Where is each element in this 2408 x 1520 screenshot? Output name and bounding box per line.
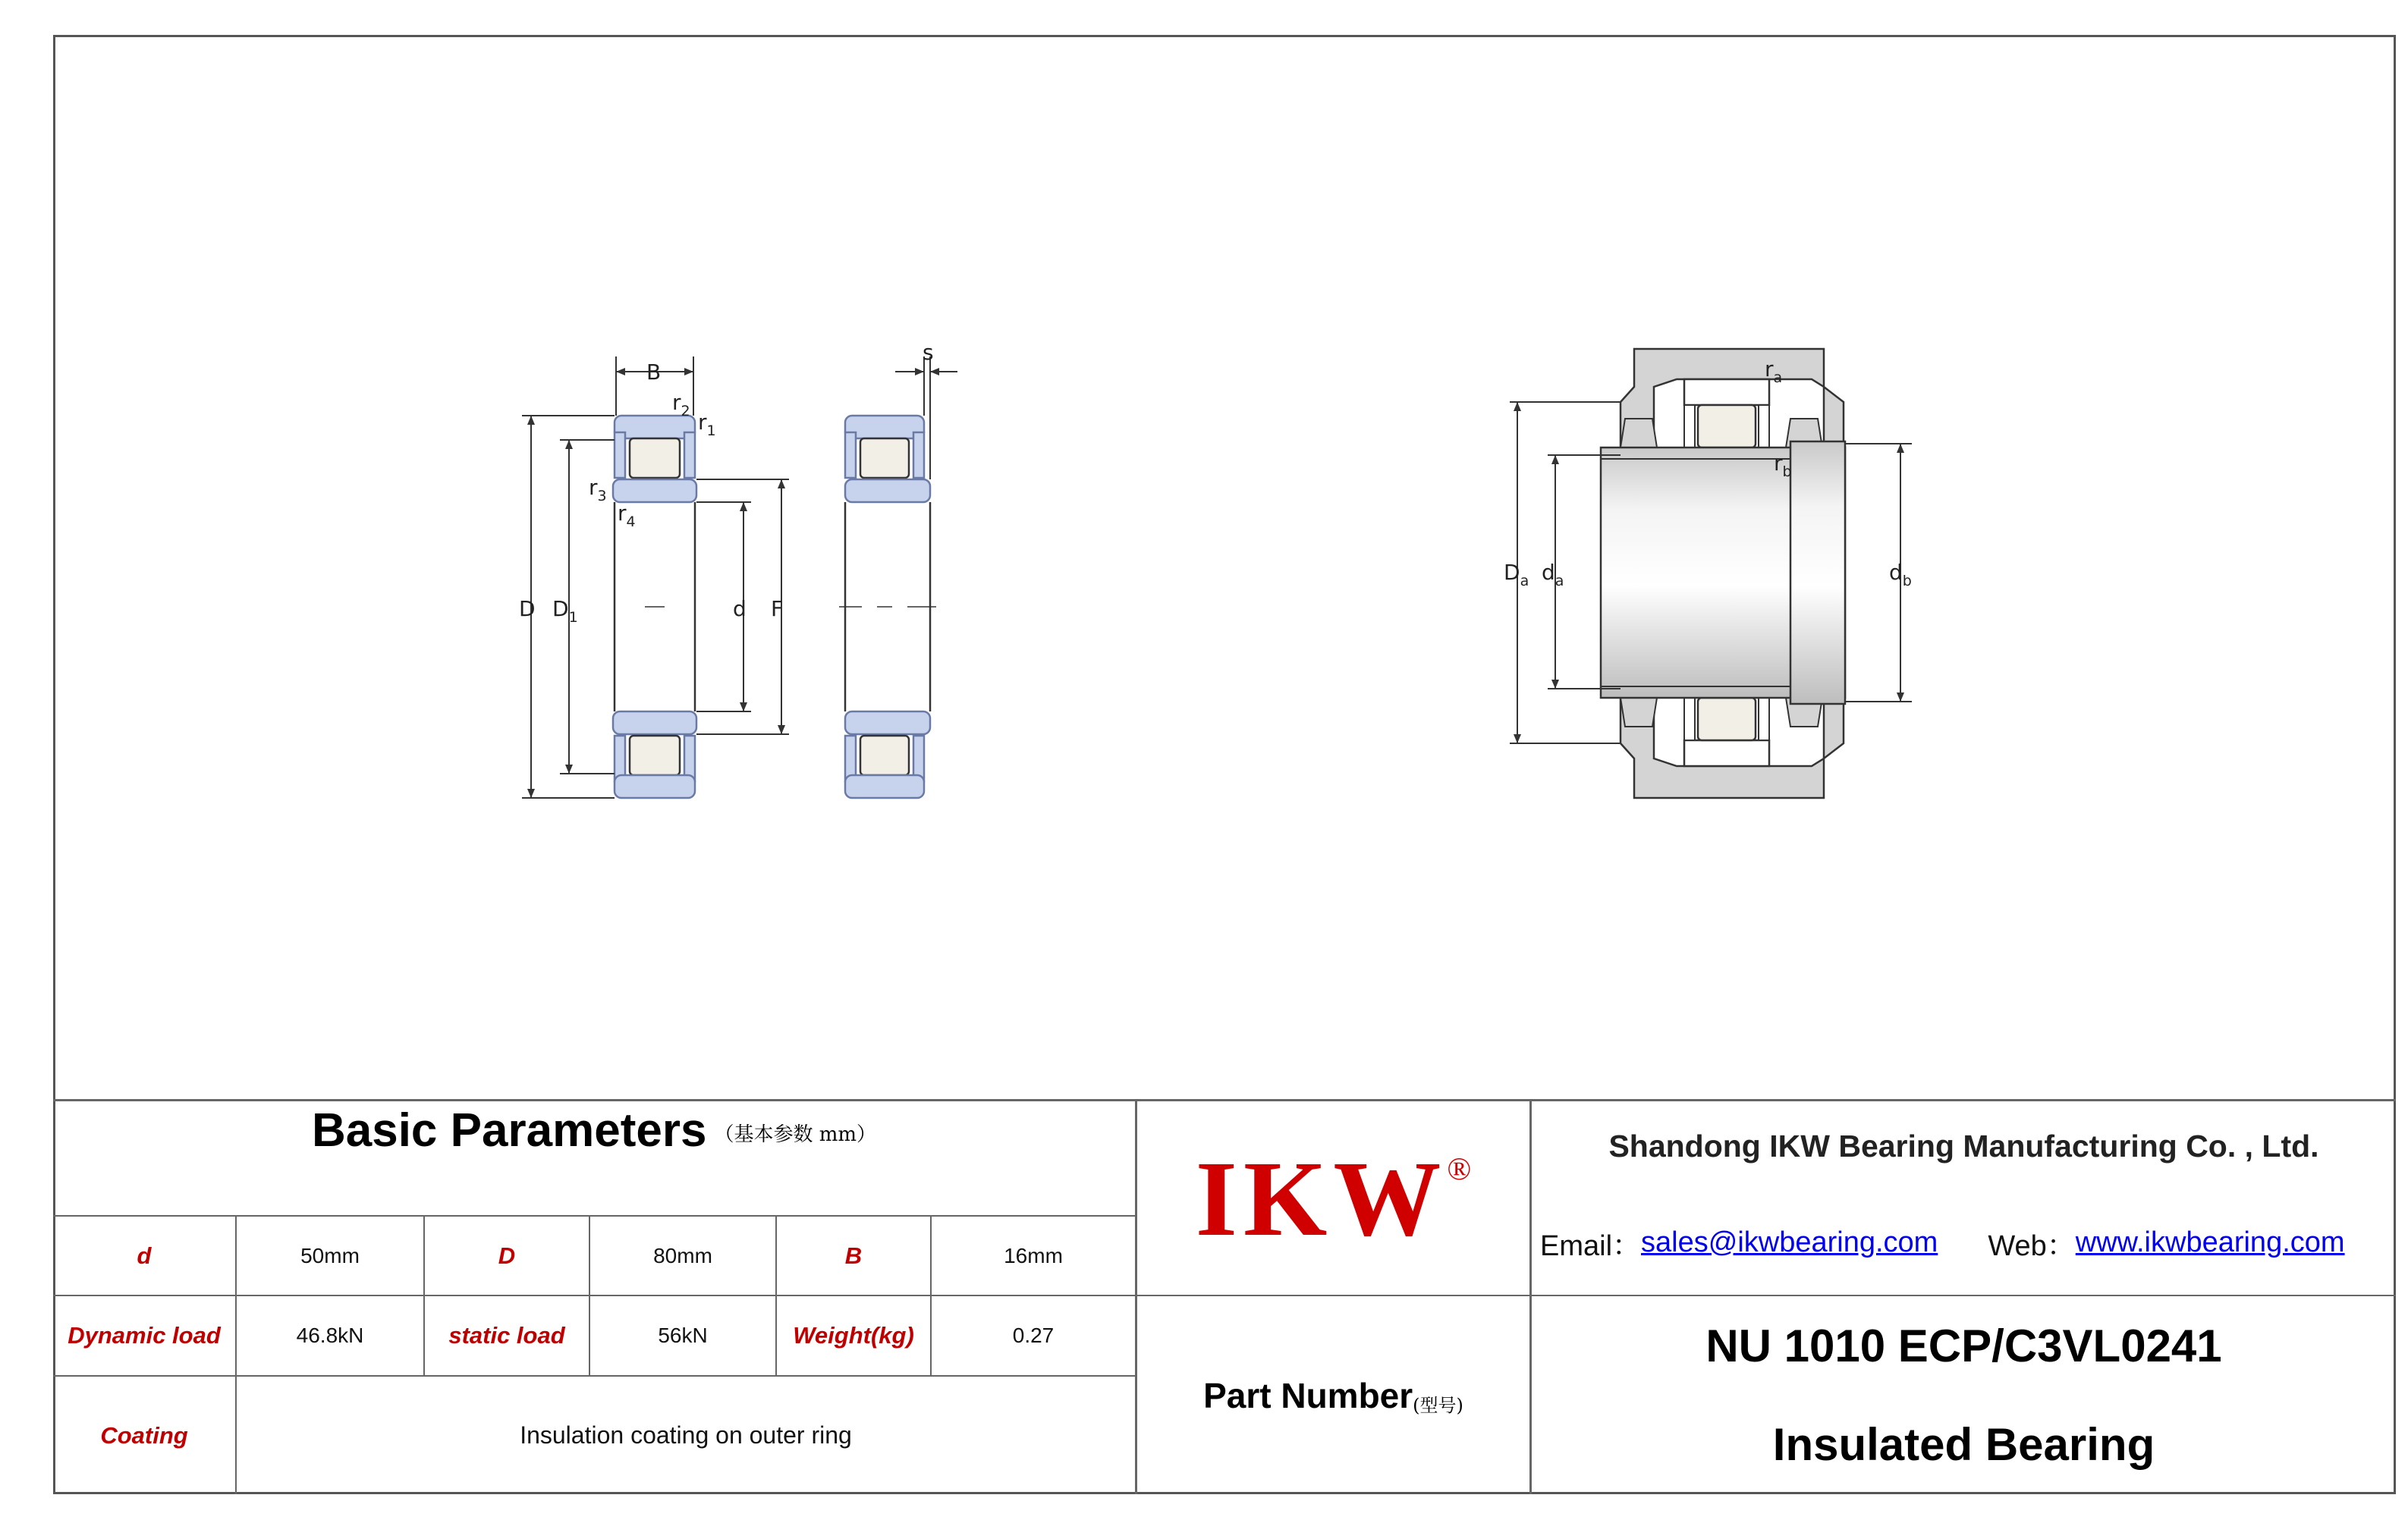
title-block	[53, 1099, 2396, 1494]
company-name: Shandong IKW Bearing Manufacturing Co. , Ltd.	[1608, 1128, 2319, 1164]
label-Da-sub: a	[1520, 573, 1529, 589]
label-F: F	[771, 596, 784, 621]
label-r1-sub: 1	[706, 422, 716, 439]
basic-parameters-title: Basic Parameters	[311, 1104, 707, 1157]
outer-ring-bottom	[615, 775, 695, 798]
label-r3: r	[589, 475, 598, 500]
bearing-section-view	[613, 416, 696, 798]
svg-text:r4	[618, 501, 636, 530]
email-label: Email：	[1540, 1230, 1642, 1262]
bearing-type-cell	[1532, 1395, 2396, 1494]
param-value-static-load: 56kN	[658, 1324, 708, 1347]
part-number-label-sub: (型号)	[1413, 1395, 1463, 1416]
param-value-D: 80mm	[653, 1243, 712, 1267]
outer-ring-top-flange-right	[684, 432, 695, 478]
param-label-D: D	[498, 1242, 516, 1269]
param-value-d: 50mm	[300, 1243, 360, 1267]
label-B: B	[646, 360, 662, 385]
web-label: Web：	[1988, 1230, 2076, 1262]
label-d: d	[733, 596, 747, 621]
basic-parameters-subtitle: （基本参数 mm）	[714, 1123, 877, 1146]
ikw-logo	[1137, 1101, 1529, 1295]
svg-text:r3	[589, 475, 607, 504]
label-D1-sub: 1	[568, 609, 578, 626]
label-rb-sub: b	[1782, 463, 1792, 480]
label-db-sub: b	[1902, 573, 1912, 589]
svg-text:r1	[698, 410, 716, 439]
contact-row	[1540, 1191, 2390, 1295]
param-value-B: 16mm	[1004, 1243, 1063, 1267]
roller-bottom	[630, 736, 680, 775]
mounting-diagram	[1601, 349, 1845, 798]
inner-ring-top	[613, 479, 696, 502]
label-ra: r	[1765, 356, 1774, 382]
param-label-weight: Weight(kg)	[793, 1322, 914, 1349]
param-label-d: d	[137, 1242, 152, 1269]
label-rb: r	[1774, 451, 1783, 476]
label-r4-sub: 4	[626, 513, 636, 530]
label-D: D	[519, 596, 536, 621]
param-value-dynamic-load: 46.8kN	[296, 1324, 364, 1347]
label-D1: D	[552, 596, 569, 621]
label-db: d	[1889, 560, 1903, 585]
part-number-value: NU 1010 ECP/C3VL0241	[1705, 1320, 2222, 1371]
registered-mark: ®	[1447, 1151, 1472, 1187]
web-link[interactable]: www.ikwbearing.com	[2075, 1226, 2345, 1258]
label-ra-sub: a	[1773, 369, 1783, 386]
label-da: d	[1542, 560, 1555, 585]
part-number-cell	[1532, 1296, 2396, 1395]
label-r4: r	[618, 501, 627, 526]
svg-text:D1	[552, 596, 578, 626]
label-s: s	[923, 340, 934, 365]
param-label-static-load: static load	[448, 1322, 565, 1349]
logo-text: IKW	[1195, 1138, 1448, 1258]
part-number-label: Part Number	[1203, 1375, 1413, 1415]
param-value-coating: Insulation coating on outer ring	[520, 1421, 852, 1449]
inner-ring-bottom	[613, 711, 696, 734]
label-r1: r	[698, 410, 707, 435]
svg-text:da	[1542, 560, 1564, 589]
svg-text:Da	[1504, 560, 1529, 589]
param-label-coating: Coating	[100, 1421, 188, 1449]
part-number-label-cell	[1137, 1296, 1529, 1494]
label-r2-sub: 2	[681, 403, 690, 419]
roller-top	[630, 438, 680, 478]
param-value-weight: 0.27	[1012, 1324, 1055, 1347]
outer-ring-top-flange-left	[615, 432, 625, 478]
shaft-shoulder	[1790, 441, 1845, 704]
company-name-cell	[1532, 1101, 2396, 1191]
email-link[interactable]: sales@ikwbearing.com	[1641, 1226, 1938, 1258]
label-r2: r	[672, 390, 681, 415]
bearing-side-view	[839, 416, 936, 798]
label-r3-sub: 3	[597, 488, 607, 504]
param-label-dynamic-load: Dynamic load	[68, 1322, 221, 1349]
bearing-type: Insulated Bearing	[1772, 1419, 2155, 1470]
basic-parameters-header	[53, 1099, 1135, 1215]
label-Da: D	[1504, 560, 1520, 585]
label-da-sub: a	[1555, 573, 1564, 589]
param-label-B: B	[844, 1242, 863, 1269]
